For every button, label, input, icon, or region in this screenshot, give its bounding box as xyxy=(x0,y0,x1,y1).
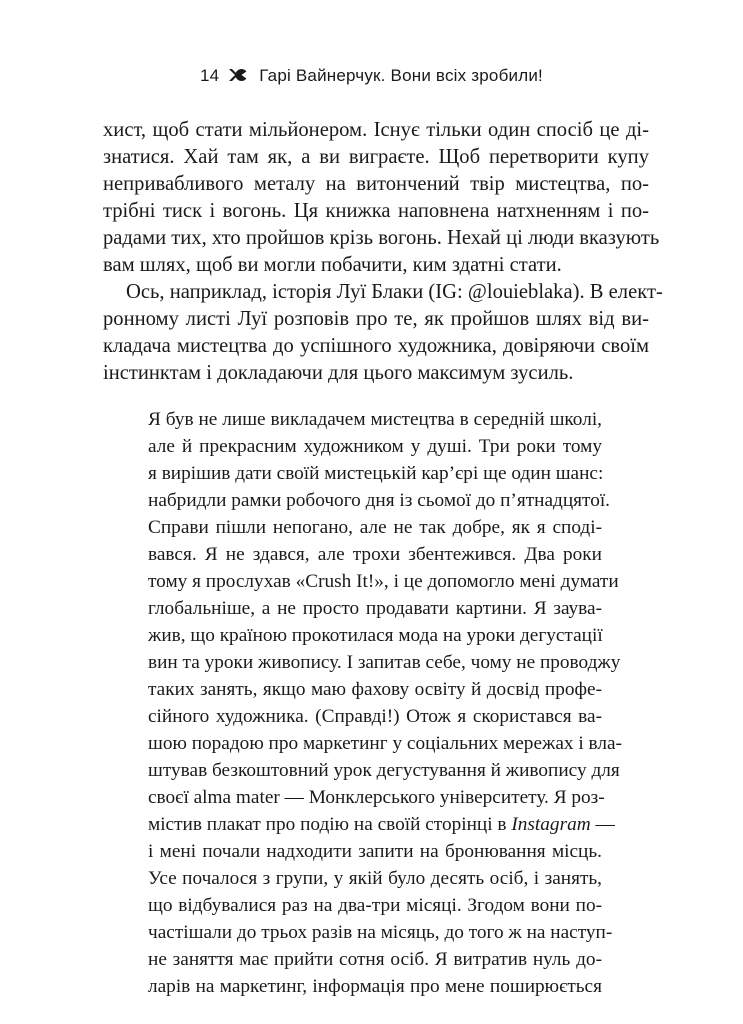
quote-line: частішали до трьох разів на місяць, до того ж на наступ- xyxy=(148,922,613,943)
body-line: ронному листі Луї розповів про те, як пройшов шлях від ви- xyxy=(103,308,649,330)
quote-line: жив, що країною прокотилася мода на уроки дегустації xyxy=(148,625,603,646)
body-line: кладача мистецтва до успішного художника, довіряючи своїм xyxy=(103,335,649,357)
page-number: 14 xyxy=(200,66,220,85)
quote-line: ларів на маркетинг, інформація про мене поширюється xyxy=(148,976,602,997)
body-line: непривабливого металу на витончений твір мистецтва, по- xyxy=(103,173,649,195)
body-line: хист, щоб стати мільйонером. Існує тільки один спосіб це ді- xyxy=(103,119,649,141)
quote-line: штував безкоштовний урок дегустування й живопису для xyxy=(148,760,620,781)
quote-line: вин та уроки живопису. І запитав себе, чому не проводжу xyxy=(148,652,621,673)
quote-line: Я був не лише викладачем мистецтва в середній школі, xyxy=(148,409,602,430)
quote-line: що відбувалися раз на два-три місяці. Згодом вони по- xyxy=(148,895,602,916)
quote-line: сійного художника. (Справді!) Отож я скористався ва- xyxy=(148,706,602,727)
body-line: Ось, наприклад, історія Луї Блаки (IG: @louieblaka). В елект- xyxy=(126,281,663,303)
body-line: знатися. Хай там як, а ви виграєте. Щоб перетворити купу xyxy=(103,146,649,168)
quote-line-start: містив плакат про подію на своїй сторінці в xyxy=(148,814,512,835)
body-line: інстинктам і докладаючи для цього максимум зусиль. xyxy=(103,362,574,384)
quote-line: глобальніше, а не просто продавати картини. Я заува- xyxy=(148,598,602,619)
quote-line: таких занять, якщо маю фахову освіту й досвід профе- xyxy=(148,679,602,700)
quote-line: і мені почали надходити запити на бронювання місць. xyxy=(148,841,602,862)
quote-line: я вирішив дати своїй мистецькій кар’єрі ще один шанс: xyxy=(148,463,604,484)
book-title: Гарі Вайнерчук. Вони всіх зробили! xyxy=(259,66,543,85)
quote-line: вався. Я не здався, але трохи збентежився. Два роки xyxy=(148,544,602,565)
quote-line: набридли рамки робочого дня із сьомої до п’ятнадцятої. xyxy=(148,490,611,511)
quote-line: Справи пішли непогано, але не так добре, як я споді- xyxy=(148,517,602,538)
quote-line: Усе почалося з групи, у якій було десять осіб, і занять, xyxy=(148,868,602,889)
quote-line: але й прекрасним художником у душі. Три роки тому xyxy=(148,436,602,457)
body-line: радами тих, хто пройшов крізь вогонь. Нехай ці люди вказують xyxy=(103,227,660,249)
quote-line xyxy=(148,812,615,838)
body-line: вам шлях, щоб ви могли побачити, ким здатні стати. xyxy=(103,254,562,276)
body-line: трібні тиск і вогонь. Ця книжка наповнена натхненням і по- xyxy=(103,200,649,222)
quote-line: своєї alma mater — Монклерського університету. Я роз- xyxy=(148,787,605,808)
quote-line: не заняття має прийти сотня осіб. Я витратив нуль до- xyxy=(148,949,602,970)
instagram-italic: Instagram xyxy=(511,814,591,835)
quote-line: тому я прослухав «Crush It!», і це допомогло мені думати xyxy=(148,571,619,592)
quote-line: шою порадою про маркетинг у соціальних мережах і вла- xyxy=(148,733,622,754)
quote-line-end: — xyxy=(590,814,615,835)
